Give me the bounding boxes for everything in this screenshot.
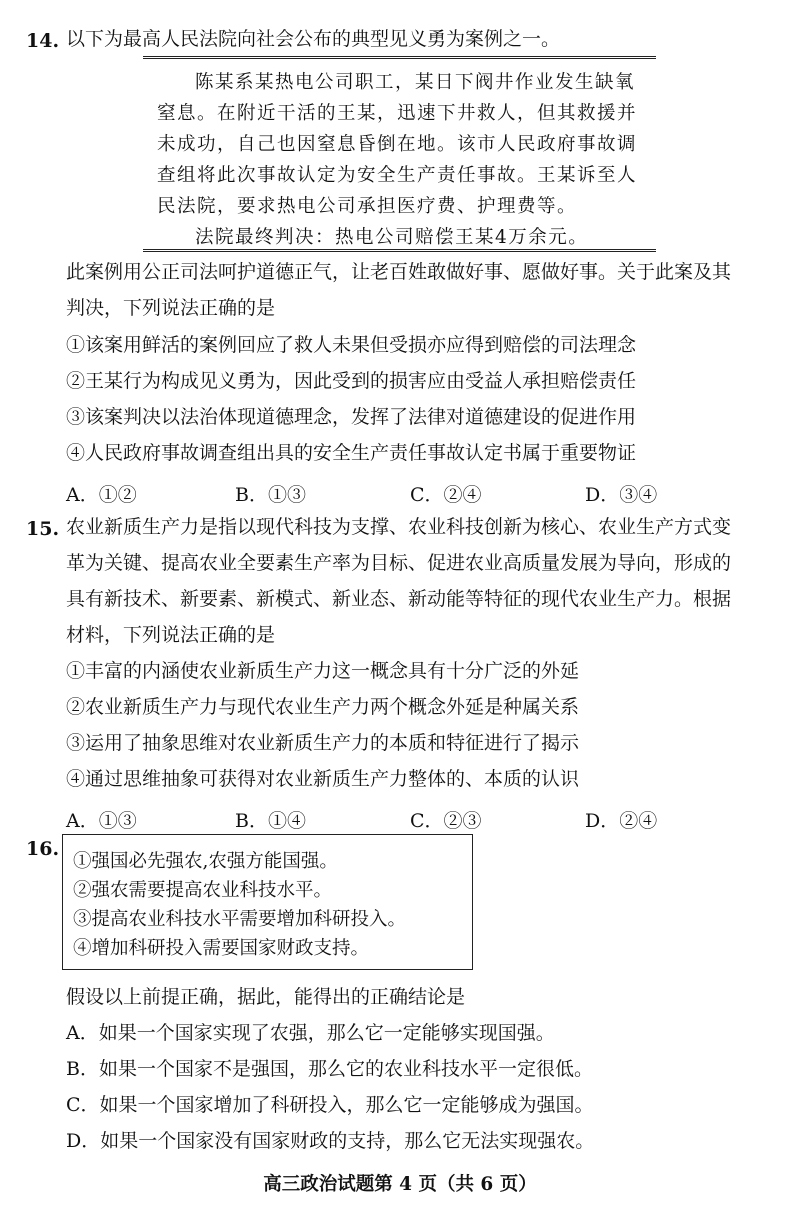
q14-stem: 以下为最高人民法院向社会公布的典型见义勇为案例之一。 <box>66 28 561 50</box>
q14-choice-a: A．①② <box>66 484 137 506</box>
q15-choice-b: B．①④ <box>235 810 306 832</box>
q14-choice-d: D．③④ <box>585 484 658 506</box>
case-line: 法院最终判决：热电公司赔偿王某4万余元。 <box>195 227 589 248</box>
q15-choice-d: D．②④ <box>585 810 658 832</box>
q16-option-c: C．如果一个国家增加了科研投入，那么它一定能够成为强国。 <box>66 1094 594 1116</box>
premise-1: ①强国必先强农,农强方能国强。 <box>73 851 338 872</box>
case-line: 未成功，自己也因窒息昏倒在地。该市人民政府事故调 <box>157 134 638 155</box>
q16-option-b: B．如果一个国家不是强国，那么它的农业科技水平一定很低。 <box>66 1058 593 1080</box>
premise-4: ④增加科研投入需要国家财政支持。 <box>73 938 370 959</box>
page-footer: 高三政治试题第 4 页（共 6 页） <box>263 1174 537 1195</box>
q15-stem-line: 材料，下列说法正确的是 <box>66 624 276 646</box>
case-line: 陈某系某热电公司职工，某日下阀井作业发生缺氧 <box>195 72 636 93</box>
case-line: 查组将此次事故认定为安全生产责任事故。王某诉至人 <box>157 165 638 186</box>
premise-2: ②强农需要提高农业科技水平。 <box>73 880 333 901</box>
q14-statement-4: ④人民政府事故调查组出具的安全生产责任事故认定书属于重要物证 <box>66 442 637 464</box>
q15-statement-4: ④通过思维抽象可获得对农业新质生产力整体的、本质的认识 <box>66 768 580 790</box>
case-line: 民法院，要求热电公司承担医疗费、护理费等。 <box>157 196 578 217</box>
q16-number: 16. <box>26 838 60 860</box>
q15-statement-3: ③运用了抽象思维对农业新质生产力的本质和特征进行了揭示 <box>66 732 580 754</box>
q16-option-d: D．如果一个国家没有国家财政的支持，那么它无法实现强农。 <box>66 1130 595 1152</box>
q16-option-a: A．如果一个国家实现了农强，那么它一定能够实现国强。 <box>66 1022 555 1044</box>
q15-statement-2: ②农业新质生产力与现代农业生产力两个概念外延是种属关系 <box>66 696 580 718</box>
q16-question: 假设以上前提正确，据此，能得出的正确结论是 <box>66 986 466 1008</box>
q15-stem-line: 具有新技术、新要素、新模式、新业态、新动能等特征的现代农业生产力。根据 <box>66 588 732 610</box>
q14-statement-3: ③该案判决以法治体现道德理念，发挥了法律对道德建设的促进作用 <box>66 406 637 428</box>
q15-number: 15. <box>26 518 60 540</box>
q14-number: 14. <box>26 30 60 52</box>
q14-choice-c: C．②④ <box>410 484 482 506</box>
q14-case-box <box>143 56 656 252</box>
q15-choice-a: A．①③ <box>66 810 137 832</box>
q14-question-line: 此案例用公正司法呵护道德正气，让老百姓敢做好事、愿做好事。关于此案及其 <box>66 261 732 283</box>
q15-stem-line: 革为关键、提高农业全要素生产率为目标、促进农业高质量发展为导向，形成的 <box>66 552 732 574</box>
q15-stem-line: 农业新质生产力是指以现代科技为支撑、农业科技创新为核心、农业生产方式变 <box>66 516 732 538</box>
q14-question-line: 判决，下列说法正确的是 <box>66 297 276 319</box>
premise-3: ③提高农业科技水平需要增加科研投入。 <box>73 909 407 930</box>
q14-statement-2: ②王某行为构成见义勇为，因此受到的损害应由受益人承担赔偿责任 <box>66 370 637 392</box>
q14-statement-1: ①该案用鲜活的案例回应了救人未果但受损亦应得到赔偿的司法理念 <box>66 334 637 356</box>
q15-statement-1: ①丰富的内涵使农业新质生产力这一概念具有十分广泛的外延 <box>66 660 580 682</box>
case-line: 窒息。在附近干活的王某，迅速下井救人，但其救援并 <box>157 103 638 124</box>
q14-choice-b: B．①③ <box>235 484 306 506</box>
q15-choice-c: C．②③ <box>410 810 482 832</box>
q16-premise-box <box>62 834 473 970</box>
